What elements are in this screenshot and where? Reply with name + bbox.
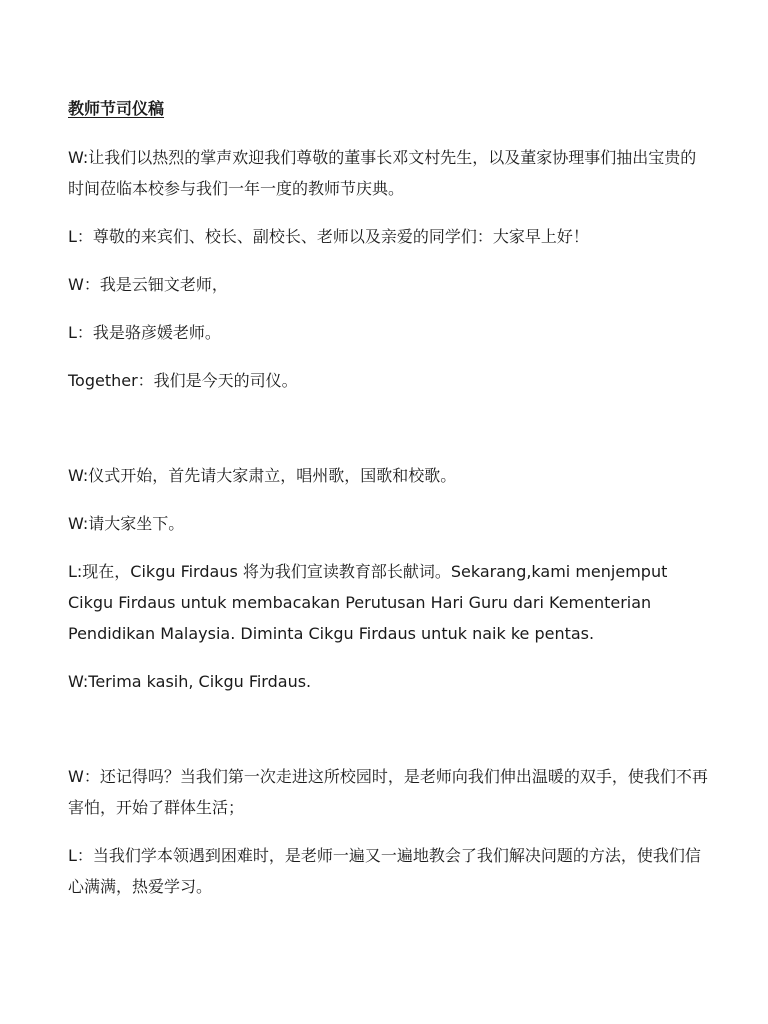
paragraph-remember: W：还记得吗？当我们第一次走进这所校园时，是老师向我们伸出温暖的双手，使我们不再害怕，开始了群体生活； bbox=[68, 767, 708, 817]
document-page bbox=[68, 96, 708, 919]
section-gap bbox=[68, 714, 708, 761]
paragraph-welcome: W:让我们以热烈的掌声欢迎我们尊敬的董事长邓文村先生，以及董家协理事们抽出宝贵的时间莅临本校参与我们一年一度的教师节庆典。 bbox=[68, 148, 697, 198]
paragraph-minister-speech: L:现在，Cikgu Firdaus 将为我们宣读教育部长献词。Sekarang,kami menjemput Cikgu Firdaus untuk membacakan Perutusan Hari Guru dari Kementerian Pendidikan Malaysia. Diminta Cikgu Firdaus untuk naik ke pentas. bbox=[68, 562, 668, 643]
paragraph-together: Together：我们是今天的司仪。 bbox=[68, 371, 298, 390]
paragraph-host-l-intro: L：我是骆彦媛老师。 bbox=[68, 323, 221, 342]
section-gap bbox=[68, 413, 708, 460]
paragraph-sit-down: W:请大家坐下。 bbox=[68, 514, 185, 533]
paragraph-greeting: L：尊敬的来宾们、校长、副校长、老师以及亲爱的同学们：大家早上好！ bbox=[68, 227, 589, 246]
paragraph-host-w-intro: W：我是云钿文老师， bbox=[68, 275, 228, 294]
paragraph-teachers-help: L：当我们学本领遇到困难时，是老师一遍又一遍地教会了我们解决问题的方法，使我们信心满满，热爱学习。 bbox=[68, 846, 701, 896]
paragraph-ceremony-start: W:仪式开始，首先请大家肃立，唱州歌，国歌和校歌。 bbox=[68, 466, 457, 485]
paragraph-thanks: W:Terima kasih, Cikgu Firdaus. bbox=[68, 672, 312, 691]
document-title: 教师节司仪稿 bbox=[68, 99, 165, 118]
